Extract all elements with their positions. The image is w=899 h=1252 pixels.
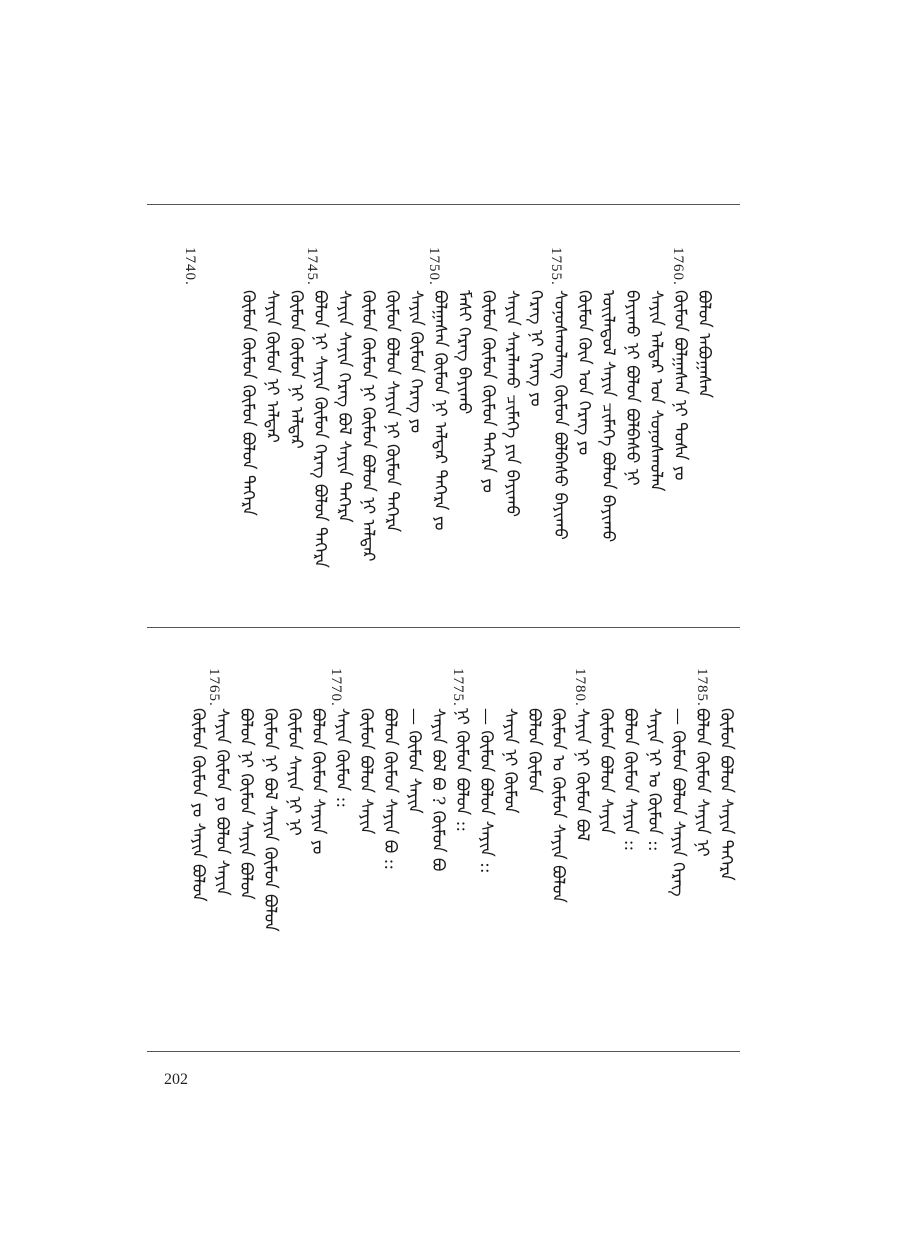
- lower-verse-line: ᠪᠣᠯᠤᠨ ᠨᠢ ᠬᠦᠮᠦᠨ ᠰᠠᠶᠢᠨ ᠪᠣᠯᠤᠨ: [236, 708, 256, 900]
- lower-verse-line: ᠪᠣᠯᠤᠨ ᠬᠦᠮᠦᠨ ᠰᠠᠶᠢᠨ ᠶᠤ: [308, 708, 328, 855]
- lower-verse-line: ᠬᠦᠮᠦᠨ ᠪᠣᠯᠤᠨ ᠰᠠᠶᠢᠨ: [356, 708, 376, 835]
- upper-verse-line: ᠪᠣᠯᠤᠨ ᠠᠪᠤᠭᠠᠰᠠᠨ: [694, 290, 714, 398]
- lower-verse-line: ᠬᠦᠮᠦᠨ ᠨᠢ ᠪᠣᠯ ᠰᠠᠶᠢᠨ ᠬᠦᠮᠦᠨ ᠪᠣᠯᠤᠨ: [260, 708, 280, 932]
- upper-verse-line: ᠦᠢᠯᠡᠳᠦᠯ ᠰᠠᠶᠢᠨ ᠴᠢᠮᠡᠭᠡ ᠪᠣᠯᠤᠨ ᠪᠠᠶᠢᠬᠤ: [598, 290, 618, 543]
- upper-verse-line: ᠬᠦᠮᠦᠨ ᠪᠣᠯᠭᠠᠰᠠᠨ ᠨᠢ ᠲᠤᠰᠠ ᠶᠤ: [670, 290, 690, 481]
- upper-verse-line: ᠬᠦᠮᠦᠨ ᠬᠦᠮᠦᠨ ᠨᠢ ᠠᠯᠳᠠᠷ: [286, 290, 306, 449]
- upper-line-number-3: 1750.: [426, 247, 442, 286]
- lower-verse-line: ᠪᠣᠯᠤᠨ ᠬᠦᠮᠦᠨ ᠰᠠᠶᠢᠨ ::: [620, 708, 640, 852]
- lower-line-number-3: 1775.: [450, 668, 466, 707]
- page-number: 202: [164, 1071, 188, 1088]
- lower-verse-line: ᠬᠦᠮᠦᠨ ᠣ ᠬᠦᠮᠦᠨ ᠰᠠᠶᠢᠨ ᠪᠣᠯᠤᠨ: [548, 708, 568, 903]
- upper-line-number-4: 1745.: [304, 247, 320, 286]
- upper-verse-line: ᠪᠠᠶᠢᠬᠤ ᠨᠢ ᠪᠣᠯᠤᠨ ᠪᠣᠯᠪᠠᠰᠤ ᠨᠢ: [622, 290, 642, 486]
- top-rule: [147, 204, 740, 205]
- upper-verse-line: ᠬᠦᠮᠦᠨ ᠬᠦᠮᠦᠨ ᠬᠦᠮᠦᠨ ᠪᠣᠯᠤᠨ ᠳᠡᠭᠡᠷᠡ: [238, 290, 258, 516]
- lower-verse-line: ᠪᠣᠯᠤᠨ ᠬᠦᠮᠦᠨ: [524, 708, 544, 793]
- lower-verse-line: ᠪᠣᠯᠤᠨ ᠬᠦᠮᠦᠨ ᠰᠠᠶᠢᠨ ᠪᠣ ::: [380, 708, 400, 871]
- lower-verse-line: — ᠬᠦᠮᠦᠨ ᠪᠣᠯᠤᠨ ᠰᠠᠶᠢᠨ ::: [476, 708, 496, 874]
- upper-verse-line: ᠰᠠᠶᠢᠨ ᠰᠠᠶᠢᠨ ᠬᠡᠷᠡᠭ ᠪᠣᠯ ᠰᠠᠶᠢᠨ ᠳᠡᠭᠡᠷᠡ: [334, 290, 354, 523]
- upper-verse-line: ᠬᠦᠮᠦᠨ ᠬᠦᠨ ᠤᠨ ᠬᠡᠷᠡᠭ ᠶᠤ: [574, 290, 594, 456]
- lower-verse-line: ᠰᠠᠶᠢᠨ ᠨᠢ ᠬᠦᠮᠦᠨ ᠪᠣᠯ: [572, 708, 592, 842]
- upper-line-number-2: 1755.: [548, 247, 564, 286]
- upper-verse-line: ᠬᠦᠮᠦᠨ ᠬᠦᠮᠦᠨ ᠬᠦᠮᠦᠨ ᠳᠡᠭᠡᠷᠡ ᠶᠤ: [478, 290, 498, 493]
- lower-verse-line: ᠬᠦᠮᠦᠨ ᠰᠠᠶᠢᠨ ᠨᠢ ᠨᠢ: [284, 708, 304, 836]
- upper-verse-line: ᠮᠠᠰᠢ ᠬᠡᠷᠡᠭ ᠪᠠᠶᠢᠬᠤ: [454, 290, 474, 415]
- upper-verse-line: ᠰᠠᠶᠢᠨ ᠬᠦᠮᠦᠨ ᠨᠢ ᠠᠯᠳᠠᠷ: [262, 290, 282, 443]
- upper-line-number-5: 1740.: [182, 247, 198, 286]
- lower-verse-line: ᠰᠠᠶᠢᠨ ᠬᠦᠮᠦᠨ ᠶᠤ ᠪᠣᠯᠤᠨ ᠰᠠᠶᠢᠨ: [212, 708, 232, 896]
- lower-verse-line: ᠰᠠᠶᠢᠨ ᠨᠢ ᠣ ᠬᠦᠮᠦᠨ ::: [644, 708, 664, 852]
- lower-verse-line: ᠬᠦᠮᠦᠨ ᠪᠣᠯᠤᠨ ᠰᠠᠶᠢᠨ ᠳᠡᠭᠡᠷᠡ: [716, 708, 736, 881]
- lower-verse-line: ᠪᠣᠯᠤᠨ ᠬᠦᠮᠦᠨ ᠰᠠᠶᠢᠨ ᠨᠢ: [692, 708, 712, 857]
- upper-verse-line: ᠰᠠᠶᠢᠨ ᠬᠦᠮᠦᠨ ᠬᠡᠷᠡᠭ ᠶᠤ: [406, 290, 426, 434]
- upper-verse-line: ᠬᠦᠮᠦᠨ ᠪᠣᠯᠤᠨ ᠰᠠᠶᠢᠨ ᠨᠢ ᠬᠦᠮᠦᠨ ᠳᠡᠭᠡᠷᠡ: [382, 290, 402, 533]
- lower-verse-line: ᠬᠦᠮᠦᠨ ᠪᠣᠯᠤᠨ ᠰᠠᠶᠢᠨ: [596, 708, 616, 835]
- lower-verse-line: ᠬᠦᠮᠦᠨ ᠬᠦᠮᠦᠨ ᠶᠤ ᠰᠠᠶᠢᠨ ᠪᠣᠯᠤᠨ: [188, 708, 208, 902]
- bottom-rule: [147, 1051, 740, 1052]
- upper-verse-line: ᠬᠦᠮᠦᠨ ᠬᠦᠮᠦᠨ ᠨᠢ ᠬᠦᠮᠦᠨ ᠪᠣᠯᠤᠨ ᠨᠢ ᠠᠯᠳᠠᠷ: [358, 290, 378, 562]
- lower-verse-line: ᠰᠠᠶᠢᠨ ᠪᠣᠯ ᠪᠣ ? ᠬᠦᠮᠦᠨ ᠪᠣ: [428, 708, 448, 872]
- upper-verse-line: ᠪᠣᠯᠭᠠᠰᠠᠨ ᠬᠦᠮᠦᠨ ᠨᠢ ᠠᠯᠳᠠᠷ ᠳᠡᠭᠡᠷᠡ ᠶᠤ: [430, 290, 450, 531]
- lower-verse-line: ᠰᠠᠶᠢᠨ ᠬᠦᠮᠦᠨ ::: [332, 708, 352, 809]
- middle-rule: [147, 627, 740, 628]
- lower-line-number-2: 1780.: [572, 668, 588, 707]
- upper-verse-line: ᠰᠠᠶᠢᠨ ᠰᠠᠷᠠᠯᠠᠬᠤ ᠴᠢᠮᠡᠭᠡ ᠶᠢᠨ ᠪᠠᠶᠢᠬᠤ: [502, 290, 522, 518]
- upper-verse-line: ᠰᠠᠶᠢᠨ ᠠᠯᠳᠠᠷ ᠤᠨ ᠰᠣᠨᠣᠰᠬᠤᠯᠠᠨ: [646, 290, 666, 492]
- lower-verse-line: — ᠬᠦᠮᠦᠨ ᠪᠣᠯᠤᠨ ᠰᠠᠶᠢᠨ ᠬᠡᠷᠡᠭ: [668, 708, 688, 897]
- lower-line-number-5: 1765.: [206, 668, 222, 707]
- lower-verse-line: — ᠬᠦᠮᠦᠨ ᠰᠠᠶᠢᠨ: [404, 708, 424, 814]
- lower-line-number-1: 1785.: [694, 668, 710, 707]
- upper-line-number-1: 1760.: [670, 247, 686, 286]
- lower-verse-line: ᠨᠢ ᠬᠦᠮᠦᠨ ᠪᠣᠯᠤᠨ ::: [452, 708, 472, 833]
- upper-verse-line: ᠪᠣᠯᠤᠨ ᠨᠢ ᠰᠠᠶᠢᠨ ᠬᠦᠮᠦᠨ ᠬᠡᠷᠡᠭ ᠪᠣᠯᠤᠨ ᠳᠡᠭᠡᠷᠡ: [310, 290, 330, 568]
- lower-line-number-4: 1770.: [328, 668, 344, 707]
- upper-verse-line: ᠰᠣᠨᠣᠰᠬᠤᠯᠠᠩ ᠬᠦᠮᠦᠨ ᠪᠣᠯᠪᠠᠰᠤ ᠪᠠᠶᠢᠬᠤ: [550, 290, 570, 540]
- lower-verse-line: ᠰᠠᠶᠢᠨ ᠨᠢ ᠬᠦᠮᠦᠨ: [500, 708, 520, 814]
- upper-verse-line: ᠬᠡᠷᠡᠭ ᠨᠢ ᠬᠡᠷᠡᠭ ᠶᠤ: [526, 290, 546, 407]
